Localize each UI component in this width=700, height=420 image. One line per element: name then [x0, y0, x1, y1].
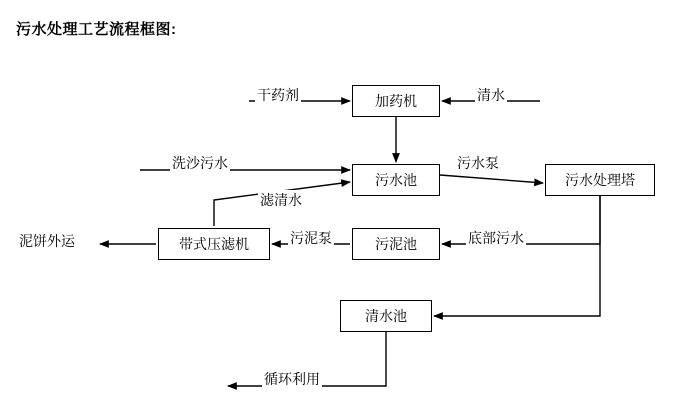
edge-label-recycle-use: 循环利用 [264, 371, 320, 387]
edge-label-bottom-sewage: 底部污水 [468, 230, 524, 246]
node-clean-water-pool[interactable] [340, 300, 432, 332]
node-belt-filter-press[interactable] [158, 228, 270, 260]
edge-label-clean-water-input: 清水 [477, 87, 505, 103]
edge-label-mud-cake-transport: 泥饼外运 [19, 233, 75, 249]
edge-label-sewage-pump: 污水泵 [457, 155, 499, 171]
edge-label-sludge-pump: 污泥泵 [290, 230, 332, 246]
node-sludge-pool[interactable] [352, 228, 440, 260]
node-dosing-machine[interactable] [352, 85, 440, 117]
page-title: 污水处理工艺流程框图: [16, 21, 177, 38]
node-label: 带式压滤机 [179, 236, 249, 252]
edge-label-filtrate-water: 滤清水 [260, 192, 302, 208]
node-label: 加药机 [375, 93, 417, 109]
node-sewage-pool[interactable] [352, 164, 440, 196]
node-treatment-tower[interactable] [545, 164, 655, 196]
node-label: 清水池 [365, 308, 407, 324]
node-label: 污水处理塔 [565, 172, 635, 188]
node-label: 污泥池 [375, 236, 417, 252]
node-label: 污水池 [375, 172, 417, 188]
edge-label-sand-washing-sewage: 洗沙污水 [172, 155, 228, 171]
edge-label-dry-agent: 干药剂 [257, 87, 299, 103]
